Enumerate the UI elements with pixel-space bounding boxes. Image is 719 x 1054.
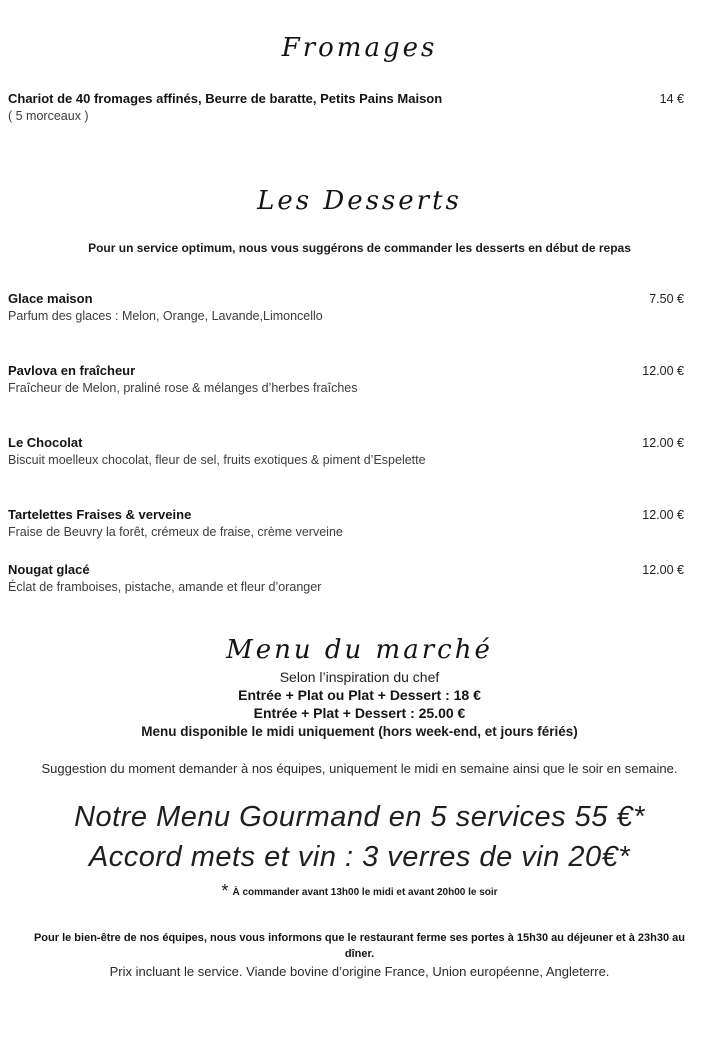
- marche-formule-2: Entrée + Plat + Dessert : 25.00 €: [253, 705, 466, 721]
- marche-availability: Menu disponible le midi uniquement (hors week-end, et jours fériés): [141, 724, 578, 739]
- footer-service-note: Prix incluant le service. Viande bovine d’origine France, Union européenne, Angleterre.: [109, 964, 610, 979]
- item-description: Parfum des glaces : Melon, Orange, Lavande,Limoncello: [8, 309, 323, 323]
- item-note: ( 5 morceaux ): [8, 109, 89, 123]
- menu-item: [0, 290, 719, 325]
- item-name: Tartelettes Fraises & verveine: [8, 507, 192, 522]
- section-title-menu-du-marche: Menu du marché: [226, 635, 493, 665]
- item-price: 12.00 €: [642, 436, 684, 450]
- item-name: Pavlova en fraîcheur: [8, 363, 136, 378]
- menu-item: [0, 506, 719, 541]
- item-price: 14 €: [659, 92, 684, 106]
- marche-formule-1: Entrée + Plat ou Plat + Dessert : 18 €: [238, 687, 481, 703]
- marche-subtitle: Selon l’inspiration du chef: [279, 669, 440, 685]
- gourmand-line-2: Accord mets et vin : 3 verres de vin 20€*: [88, 841, 631, 873]
- item-price: 12.00 €: [642, 508, 684, 522]
- item-row: [0, 434, 719, 451]
- item-price: 12.00 €: [642, 364, 684, 378]
- gourmand-footnote: [0, 881, 719, 902]
- desserts-list: [0, 290, 719, 596]
- item-row: [0, 290, 719, 307]
- section-title-desserts: Les Desserts: [257, 186, 462, 216]
- item-row: [0, 362, 719, 379]
- menu-item: [0, 434, 719, 469]
- item-name: Glace maison: [8, 291, 93, 306]
- item-row: [0, 90, 719, 107]
- item-description: Éclat de framboises, pistache, amande et fleur d’oranger: [8, 580, 322, 594]
- footer-closing-hours: Pour le bien-être de nos équipes, nous vous informons que le restaurant ferme ses portes à 15h30 au déjeuner et à 23h30 au dîner.: [33, 932, 686, 960]
- menu-page: [0, 30, 719, 1054]
- footer: [0, 930, 719, 980]
- menu-item: [0, 561, 719, 596]
- suggestion-du-moment: Suggestion du moment demander à nos équipes, uniquement le midi en semaine ainsi que le soir en semaine.: [41, 761, 678, 776]
- gourmand-line-1: Notre Menu Gourmand en 5 services 55 €*: [74, 801, 645, 833]
- item-price: 12.00 €: [642, 563, 684, 577]
- item-row: [0, 506, 719, 523]
- item-description: Fraîcheur de Melon, praliné rose & mélanges d’herbes fraîches: [8, 381, 358, 395]
- item-price: 7.50 €: [649, 292, 684, 306]
- item-name: Chariot de 40 fromages affinés, Beurre de baratte, Petits Pains Maison: [8, 91, 443, 106]
- footnote-asterisk: *: [221, 881, 229, 901]
- item-name: Nougat glacé: [8, 562, 90, 577]
- item-description: Biscuit moelleux chocolat, fleur de sel, fruits exotiques & piment d’Espelette: [8, 453, 426, 467]
- menu-item-fromages: [0, 90, 719, 125]
- item-row: [0, 561, 719, 578]
- item-name: Le Chocolat: [8, 435, 83, 450]
- section-title-fromages: Fromages: [281, 33, 438, 63]
- item-description: Fraise de Beuvry la forêt, crémeux de fraise, crème verveine: [8, 525, 343, 539]
- menu-item: [0, 362, 719, 397]
- desserts-advice: Pour un service optimum, nous vous suggérons de commander les desserts en début de repas: [88, 241, 631, 255]
- footnote-text: À commander avant 13h00 le midi et avant 20h00 le soir: [232, 887, 498, 898]
